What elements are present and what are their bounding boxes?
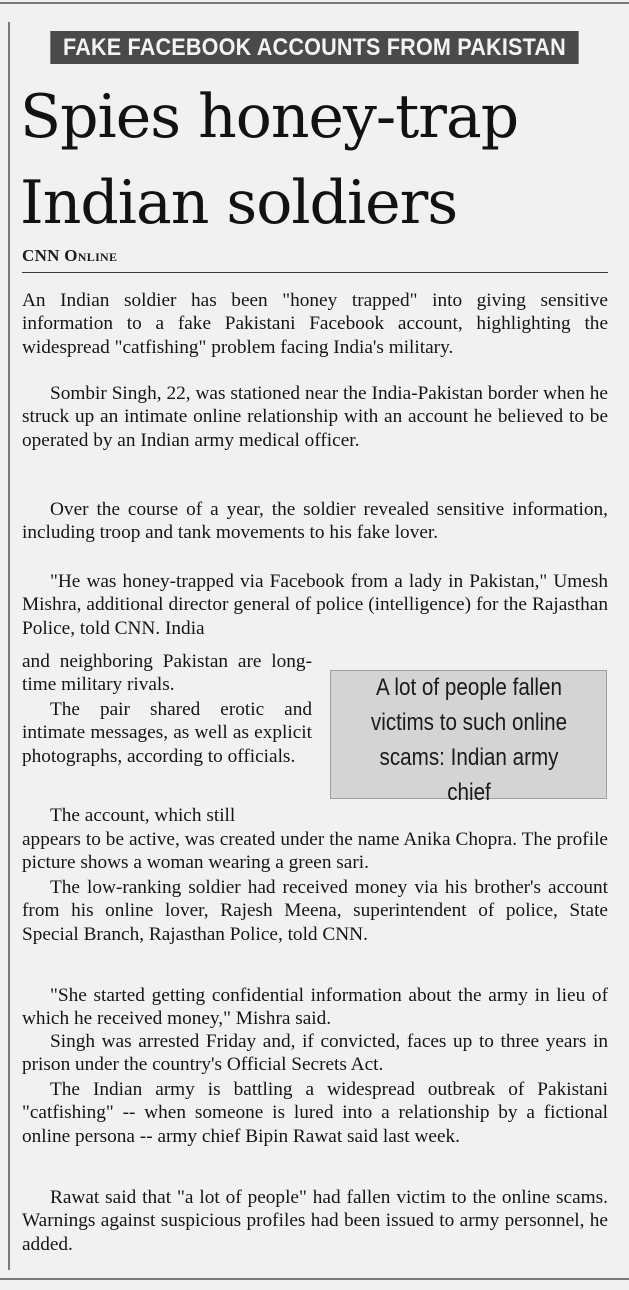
paragraph-3: Over the course of a year, the soldier revealed sensitive information, including troop and tank movements to his fake lover. xyxy=(22,499,608,544)
paragraph-11: Rawat said that "a lot of people" had fallen victim to the online scams. Warnings against suspicious profiles had been issued to army personnel, he added. xyxy=(22,1187,608,1255)
paragraph-7: The low-ranking soldier had received money via his brother's account from his online lover, Rajesh Meena, superintendent of police, State Special Branch, Rajasthan Police, told CNN. xyxy=(22,877,608,945)
headline xyxy=(20,74,620,246)
paragraph-2: Sombir Singh, 22, was stationed near the India-Pakistan border when he struck up an intimate online relationship with an account he believed to be operated by an Indian army medical officer. xyxy=(22,383,608,451)
pull-quote-box xyxy=(330,670,607,806)
paragraph-8: "She started getting confidential information about the army in lieu of which he received money," Mishra said. xyxy=(22,985,608,1030)
byline-rule xyxy=(22,272,608,273)
paragraph-6: The account, which still xyxy=(50,805,236,826)
paragraph-4-continued: and neighboring Pakistan are long-time military rivals. xyxy=(22,651,312,696)
paragraph-6-continued: appears to be active, was created under the name Anika Chopra. The profile picture shows a woman wearing a green sari. xyxy=(22,829,608,874)
headline-line-2: Indian soldiers xyxy=(20,168,458,238)
kicker-banner: FAKE FACEBOOK ACCOUNTS FROM PAKISTAN xyxy=(50,31,578,64)
bottom-rule xyxy=(0,1278,629,1280)
paragraph-9: Singh was arrested Friday and, if convicted, faces up to three years in prison under the country's Official Secrets Act. xyxy=(22,1031,608,1076)
paragraph-10: The Indian army is battling a widespread outbreak of Pakistani "catfishing" -- when someone is lured into a relationship by a fictional online persona -- army chief Bipin Rawat said last week. xyxy=(22,1079,608,1147)
headline-line-1: Spies honey-trap xyxy=(20,82,519,152)
paragraph-5: The pair shared erotic and intimate messages, as well as explicit photographs, according to officials. xyxy=(22,699,312,767)
paragraph-4: "He was honey-trapped via Facebook from a lady in Pakistan," Umesh Mishra, additional director general of police (intelligence) for the Rajasthan Police, told CNN. India xyxy=(22,571,608,639)
pull-quote-text: A lot of people fallen victims to such online scams: Indian army chief xyxy=(370,673,567,806)
byline: CNN Online xyxy=(22,246,118,265)
paragraph-1: An Indian soldier has been "honey trapped" into giving sensitive information to a fake Pakistani Facebook account, highlighting the widespread "catfishing" problem facing India's military. xyxy=(22,290,608,358)
left-column-rule xyxy=(8,22,10,1270)
top-rule xyxy=(0,2,629,4)
